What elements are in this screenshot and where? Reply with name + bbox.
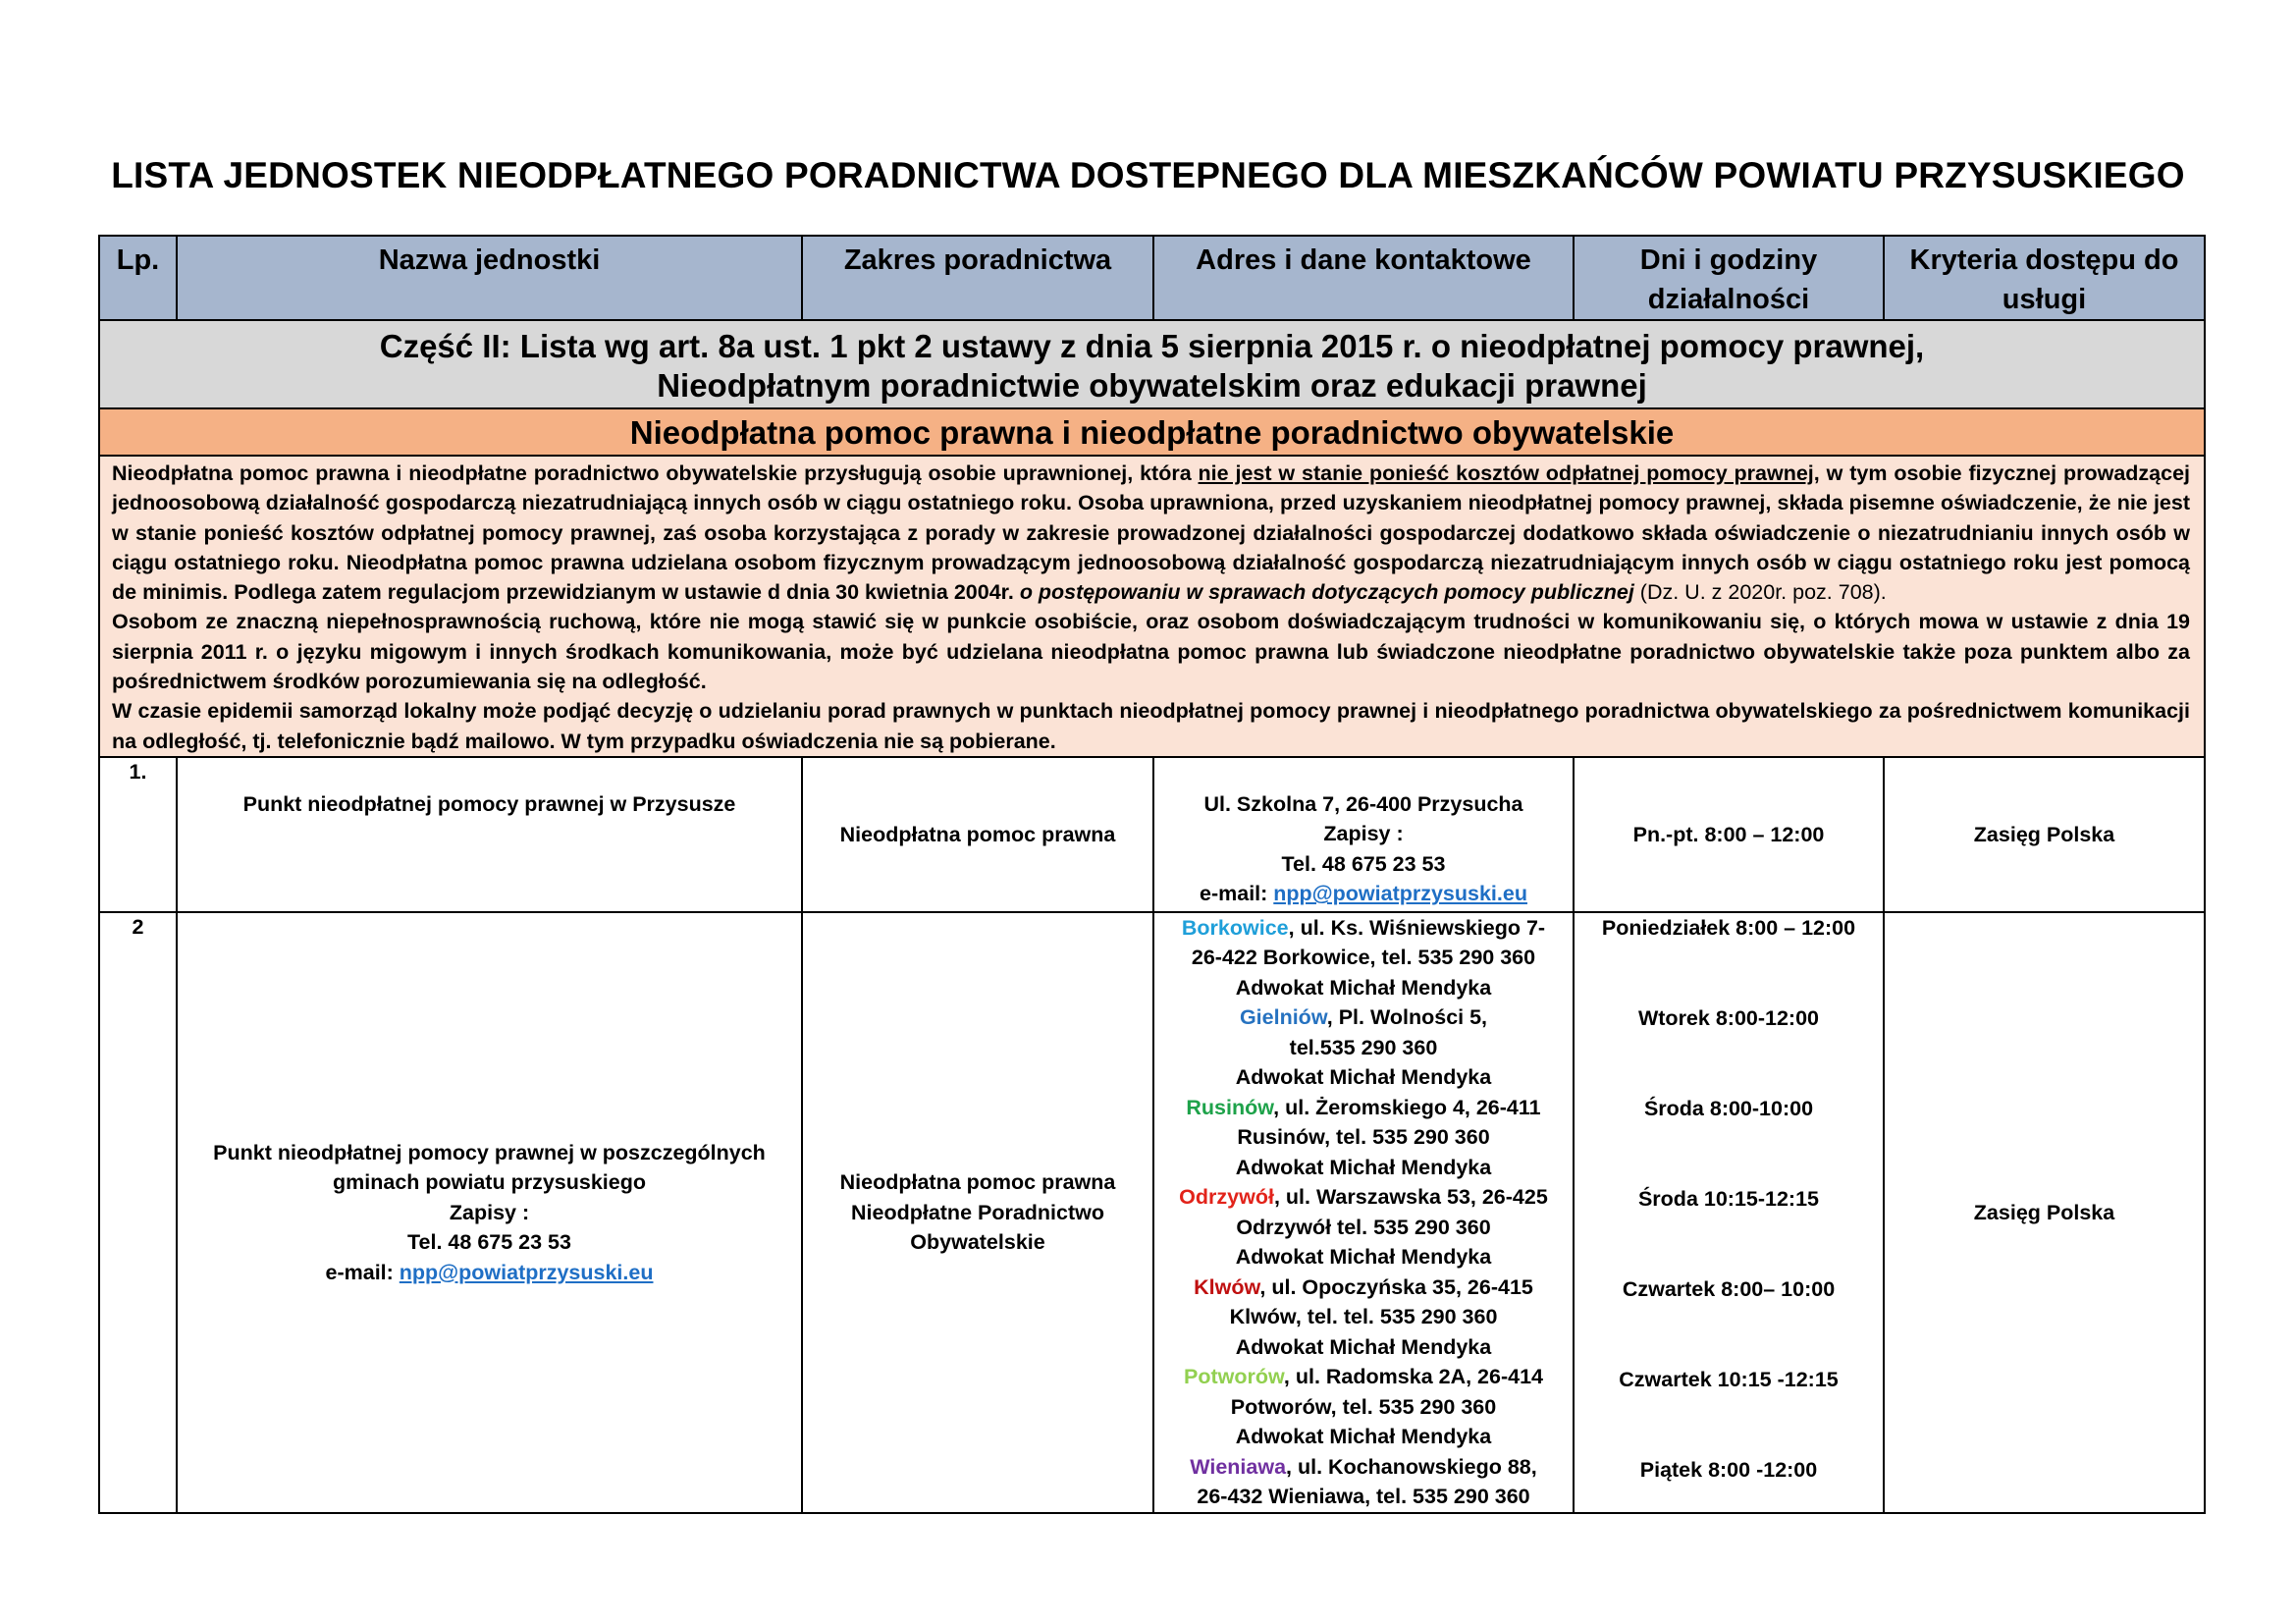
row2-scope-line3: Obywatelskie	[910, 1230, 1045, 1255]
row2-scope-line1: Nieodpłatna pomoc prawna	[839, 1170, 1116, 1195]
row2-lp: 2	[99, 912, 177, 1513]
location-line1: , ul. Warszawska 53, 26-425	[1273, 1185, 1548, 1210]
row1-name: Punkt nieodpłatnej pomocy prawnej w Przysusze	[177, 757, 802, 912]
location-lawyer: Adwokat Michał Mendyka	[1235, 1065, 1492, 1090]
location-line2: 26-422 Borkowice, tel. 535 290 360	[1191, 946, 1536, 970]
location-lawyer: Adwokat Michał Mendyka	[1235, 1334, 1492, 1359]
row1-lp: 1.	[99, 757, 177, 912]
hours-item: Środa 10:15-12:15	[1637, 1186, 1820, 1211]
location-town: Klwów	[1194, 1274, 1260, 1299]
row1-scope: Nieodpłatna pomoc prawna	[802, 757, 1153, 912]
header-scope: Zakres poradnictwa	[802, 236, 1153, 320]
location-town: Rusinów	[1186, 1095, 1274, 1119]
location-lawyer: Adwokat Michał Mendyka	[1235, 975, 1492, 1000]
location-borkowice	[1154, 913, 1573, 1003]
row2-name-line3: Zapisy :	[449, 1200, 530, 1224]
row2-email-line	[178, 1258, 801, 1288]
row2-scope	[802, 912, 1153, 1513]
row2-name-line4: Tel. 48 675 23 53	[407, 1230, 571, 1255]
location-rusinow	[1154, 1093, 1573, 1183]
location-line1: , ul. Żeromskiego 4, 26-411	[1273, 1095, 1541, 1119]
hours-item: Piątek 8:00 -12:00	[1639, 1457, 1818, 1482]
location-line1: , ul. Ks. Wiśniewskiego 7-	[1288, 915, 1546, 940]
desc-p1-c: (Dz. U. z 2020r. poz. 708).	[1633, 580, 1887, 605]
hours-item: Czwartek 10:15 -12:15	[1619, 1367, 1839, 1391]
row1-address-line3: Tel. 48 675 23 53	[1281, 851, 1446, 876]
location-line2: Odrzywół tel. 535 290 360	[1236, 1215, 1491, 1239]
row2-criteria: Zasięg Polska	[1884, 912, 2205, 1513]
header-name: Nazwa jednostki	[177, 236, 802, 320]
row1-hours: Pn.-pt. 8:00 – 12:00	[1574, 757, 1884, 912]
part-heading	[99, 320, 2205, 408]
units-table	[98, 235, 2206, 1514]
desc-p1-b: w tym osobie fizycznej prowadzącej jednoosobową działalność gospodarczą niezatrudniającą innych osób w ciągu ostatniego roku. Osoba uprawniona, przed uzyskaniem nieodpłatnej pomocy prawnej, składa pisemne oświadczenie, że nie jest w stanie ponieść kosztów odpłatnej pomocy prawnej, zaś osoba korzystająca z porady w zakresie prowadzonej działalności gospodarczej dodatkowo składa oświadczenie o niezatrudnianiu innych osób w ciągu ostatniego roku. Nieodpłatna pomoc prawna udzielana osobom fizycznym prowadzącym jednoosobową działalność gospodarczą niezatrudniającym innych osób w ciągu ostatniego roku jest pomocą de minimis. Podlega zatem regulacjom przewidzianym w ustawie d dnia 30 kwietnia 2004r.	[112, 461, 2191, 605]
desc-p1-italic: o postępowaniu w sprawach dotyczących pomocy publicznej	[1019, 580, 1634, 605]
row1-criteria: Zasięg Polska	[1884, 757, 2205, 912]
part-heading-line1: Część II: Lista wg art. 8a ust. 1 pkt 2 ustawy z dnia 5 sierpnia 2015 r. o nieodpłatnej pomocy prawnej,	[379, 328, 1925, 364]
desc-p1-underlined: nie jest w stanie ponieść kosztów odpłatnej pomocy prawnej,	[1198, 461, 1820, 485]
row1-email-label: e-mail:	[1200, 882, 1274, 906]
page-title: LISTA JEDNOSTEK NIEODPŁATNEGO PORADNICTWA DOSTEPNEGO DLA MIESZKAŃCÓW POWIATU PRZYSUSKIEGO	[111, 155, 2185, 195]
part-heading-line2: Nieodpłatnym poradnictwie obywatelskim oraz edukacji prawnej	[657, 367, 1647, 404]
location-odrzywol	[1154, 1182, 1573, 1272]
location-klwow	[1154, 1272, 1573, 1363]
location-town: Odrzywół	[1179, 1185, 1274, 1210]
description-paragraph-3: W czasie epidemii samorząd lokalny może podjąć decyzję o udzielaniu porad prawnych w punktach nieodpłatnej pomocy prawnej i nieodpłatnego poradnictwa obywatelskiego za pośrednictwem komunikacji na odległość, tj. telefonicznie bądź mailowo. W tym przypadku oświadczenia nie są pobierane.	[112, 699, 2190, 753]
row1-address-line1: Ul. Szkolna 7, 26-400 Przysucha	[1203, 791, 1523, 816]
location-town: Borkowice	[1181, 915, 1289, 940]
header-criteria: Kryteria dostępu do usługi	[1884, 236, 2205, 320]
location-gielniow	[1154, 1002, 1573, 1093]
location-line1: , Pl. Wolności 5,	[1326, 1005, 1488, 1030]
table-row	[99, 912, 2205, 1513]
location-wieniawa	[1154, 1452, 1573, 1512]
row2-email-link[interactable]: npp@powiatprzysuski.eu	[399, 1260, 654, 1284]
row1-email-line	[1154, 879, 1573, 909]
location-potworow	[1154, 1362, 1573, 1452]
description-paragraph-2: Osobom ze znaczną niepełnosprawnością ruchową, które nie mogą stawić się w punkcie osobiście, oraz osobom doświadczającym trudności w komunikowaniu się, o których mowa w ustawie z dnia 19 sierpnia 2011 r. o języku migowym i innych środkach komunikowania, może być udzielana nieodpłatna pomoc prawna lub świadczone nieodpłatne poradnictwo obywatelskie także poza punktem albo za pośrednictwem środków porozumiewania się na odległość.	[112, 610, 2190, 694]
header-hours: Dni i godziny działalności	[1574, 236, 1884, 320]
hours-item: Środa 8:00-10:00	[1643, 1096, 1814, 1120]
row1-address-line2: Zapisy :	[1323, 822, 1404, 846]
location-town: Gielniów	[1239, 1005, 1327, 1030]
location-town: Potworów	[1183, 1365, 1284, 1389]
row2-address	[1153, 912, 1574, 1513]
row2-email-label: e-mail:	[325, 1260, 400, 1284]
hours-item: Czwartek 8:00– 10:00	[1622, 1276, 1836, 1301]
row2-hours	[1574, 912, 1884, 1513]
location-line2: Rusinów, tel. 535 290 360	[1237, 1125, 1490, 1150]
location-lawyer: Adwokat Michał Mendyka	[1235, 1155, 1492, 1179]
header-address: Adres i dane kontaktowe	[1153, 236, 1574, 320]
location-line1: , ul. Opoczyńska 35, 26-415	[1259, 1274, 1533, 1299]
row2-name-line2: gminach powiatu przysuskiego	[333, 1170, 646, 1195]
row2-scope-line2: Nieodpłatne Poradnictwo	[850, 1200, 1105, 1224]
table-row	[99, 757, 2205, 912]
row2-name-line1: Punkt nieodpłatnej pomocy prawnej w poszczególnych	[213, 1140, 766, 1164]
location-line2: Klwów, tel. tel. 535 290 360	[1229, 1305, 1498, 1329]
location-line2: 26-432 Wieniawa, tel. 535 290 360	[1197, 1485, 1530, 1509]
header-lp: Lp.	[99, 236, 177, 320]
location-lawyer: Adwokat Michał Mendyka	[1235, 1425, 1492, 1449]
location-town: Wieniawa	[1190, 1454, 1287, 1479]
header-row	[99, 236, 2205, 320]
row1-address	[1153, 757, 1574, 912]
desc-p1-a: Nieodpłatna pomoc prawna i nieodpłatne poradnictwo obywatelskie przysługują osobie uprawnionej, która	[112, 461, 1199, 485]
hours-item: Poniedziałek 8:00 – 12:00	[1601, 915, 1856, 940]
row2-name	[177, 912, 802, 1513]
location-line2: tel.535 290 360	[1289, 1035, 1438, 1059]
description-paragraph-1	[112, 459, 2190, 607]
section-heading: Nieodpłatna pomoc prawna i nieodpłatne poradnictwo obywatelskie	[99, 408, 2205, 456]
location-line2: Potworów, tel. 535 290 360	[1230, 1394, 1497, 1419]
location-line1: , ul. Kochanowskiego 88,	[1286, 1454, 1537, 1479]
location-lawyer: Adwokat Michał Mendyka	[1235, 1245, 1492, 1270]
hours-item: Wtorek 8:00-12:00	[1637, 1005, 1820, 1030]
location-line1: , ul. Radomska 2A, 26-414	[1283, 1365, 1543, 1389]
row1-email-link[interactable]: npp@powiatprzysuski.eu	[1273, 882, 1527, 906]
eligibility-description	[99, 456, 2205, 757]
